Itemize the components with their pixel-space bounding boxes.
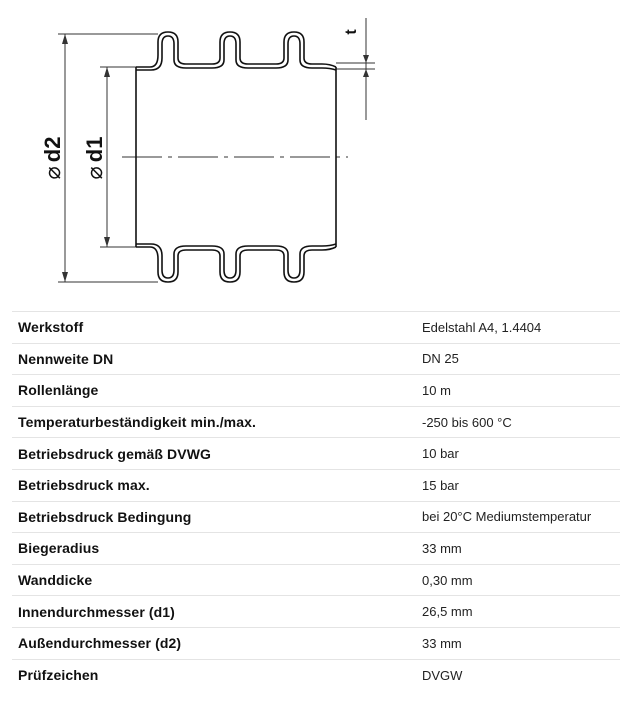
spec-row [12, 659, 620, 691]
spec-row [12, 312, 620, 344]
spec-value: DN 25 [422, 351, 459, 367]
spec-label: Prüfzeichen [18, 667, 99, 684]
spec-label: Nennweite DN [18, 350, 114, 367]
spec-row [12, 533, 620, 565]
spec-row [12, 627, 620, 659]
spec-label: Wanddicke [18, 572, 93, 589]
spec-row [12, 469, 620, 501]
spec-value: -250 bis 600 °C [422, 414, 512, 430]
spec-value: 15 bar [422, 477, 459, 493]
spec-label: Betriebsdruck gemäß DVWG [18, 445, 211, 462]
spec-value: 33 mm [422, 635, 462, 651]
spec-label: Werkstoff [18, 319, 84, 336]
specification-table [12, 311, 620, 691]
dimension-arrows [62, 34, 369, 282]
specification-table-body [12, 312, 620, 691]
hose-cross-section-drawing [0, 0, 620, 300]
d1-diameter-label: ⌀d1 [82, 136, 107, 180]
spec-value: DVGW [422, 667, 463, 683]
spec-label: Biegeradius [18, 540, 100, 557]
spec-value: 0,30 mm [422, 572, 473, 588]
spec-value: 10 bar [422, 446, 459, 462]
spec-label: Betriebsdruck max. [18, 477, 150, 494]
spec-row [12, 501, 620, 533]
spec-value: 26,5 mm [422, 604, 473, 620]
spec-value: Edelstahl A4, 1.4404 [422, 319, 542, 335]
spec-label: Temperaturbeständigkeit min./max. [18, 414, 256, 431]
spec-row [12, 343, 620, 375]
spec-row [12, 564, 620, 596]
spec-row [12, 375, 620, 407]
spec-row [12, 438, 620, 470]
spec-label: Rollenlänge [18, 382, 99, 399]
spec-label: Betriebsdruck Bedingung [18, 508, 192, 525]
spec-value: 33 mm [422, 540, 462, 556]
spec-row [12, 406, 620, 438]
d2-diameter-label: ⌀d2 [40, 136, 65, 180]
spec-row [12, 596, 620, 628]
spec-value: 10 m [422, 382, 451, 398]
spec-label: Außendurchmesser (d2) [18, 635, 182, 652]
spec-value: bei 20°C Mediumstemperatur [422, 509, 592, 525]
spec-label: Innendurchmesser (d1) [18, 603, 175, 620]
wall-thickness-label: t [343, 29, 360, 35]
